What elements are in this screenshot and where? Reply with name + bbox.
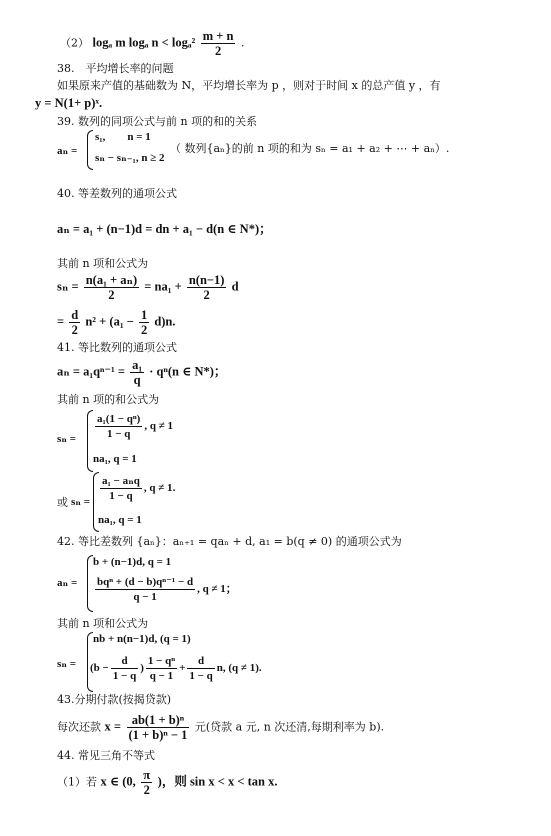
punctuation: ； xyxy=(225,583,237,596)
heading-39: 39. 数列的同项公式与前 n 项的和的关系 xyxy=(57,115,258,128)
denominator: 2 xyxy=(214,44,222,58)
formula-text: d)n. xyxy=(154,314,176,329)
text-or: 或 xyxy=(57,496,68,509)
fraction xyxy=(111,654,138,683)
fraction xyxy=(100,474,142,503)
formula-log-inequality xyxy=(60,29,244,58)
numerator: d xyxy=(71,308,79,322)
formula-note: （ 数列{aₙ}的前 n 项的和为 sₙ = a₁ + a₂ + ⋯ + aₙ）. xyxy=(170,142,450,155)
fraction xyxy=(95,575,195,604)
case-1: s₁, n = 1 xyxy=(95,131,151,143)
fraction xyxy=(187,654,214,683)
numerator: 1 − qⁿ xyxy=(147,655,176,667)
text: （1）若 xyxy=(57,775,97,789)
fraction xyxy=(84,273,139,302)
denominator: 2 xyxy=(71,323,78,337)
numerator: a₁(1 − qⁿ) xyxy=(97,413,141,425)
numerator: π xyxy=(143,768,151,782)
denominator: q − 1 xyxy=(149,670,174,682)
punctuation: . xyxy=(240,36,245,50)
heading-38: 38. 平均增长率的问题 xyxy=(57,62,174,75)
denominator: 2 xyxy=(140,323,148,337)
formula-arith-general: aₙ = a₁ + (n−1)d = dn + a₁ − d(n ∈ N*)； xyxy=(57,222,272,236)
fraction xyxy=(130,358,144,387)
numerator: ab(1 + b)ⁿ xyxy=(127,713,190,728)
formula-installment xyxy=(57,713,384,742)
fraction xyxy=(201,29,236,58)
formula-text: x = xyxy=(104,719,121,734)
heading-41: 41. 等比数列的通项公式 xyxy=(57,341,177,354)
heading-42: 42. 等比差数列 {aₙ}：aₙ₊₁ = qaₙ + d, a₁ = b(q ≠ 0) 的通项公式为 xyxy=(57,535,402,548)
case-1 xyxy=(98,474,175,503)
condition: n, (q ≠ 1) xyxy=(216,662,259,675)
denominator: q − 1 xyxy=(133,591,157,603)
heading-40: 40. 等差数列的通项公式 xyxy=(57,187,177,200)
denominator: q xyxy=(133,373,141,387)
case-2: na₁, q = 1 xyxy=(98,514,142,526)
numerator: bqⁿ + (d − b)qⁿ⁻¹ − d xyxy=(97,576,194,588)
case-2: sₙ − sₙ₋₁, n ≥ 2 xyxy=(95,152,165,164)
formula-text: logₐ m logₐ n < logₐ² xyxy=(92,35,196,50)
label-sum-formula: 其前 n 项和公式为 xyxy=(57,257,149,270)
condition: , q ≠ 1 xyxy=(197,583,226,596)
case-2 xyxy=(93,575,237,604)
formula-sn-label: sₙ = xyxy=(57,433,77,445)
brace xyxy=(87,130,93,170)
punctuation: . xyxy=(258,662,262,675)
label-geo-sum: 其前 n 项的和公式为 xyxy=(57,393,160,406)
formula-text: d xyxy=(231,279,239,294)
formula-text: = xyxy=(57,314,65,329)
fraction xyxy=(146,654,177,683)
case-1: nb + n(n−1)d, (q = 1) xyxy=(93,633,191,645)
denominator: 1 − q xyxy=(189,670,213,682)
numerator: m + n xyxy=(202,29,234,43)
numerator: n(n−1) xyxy=(188,273,225,287)
punctuation: . xyxy=(172,482,176,495)
numerator: d xyxy=(111,654,138,669)
formula-an-label: aₙ = xyxy=(57,145,78,157)
fraction xyxy=(141,768,152,797)
label-sum-formula-42: 其前 n 项和公式为 xyxy=(57,617,149,630)
case-1: b + (n−1)d, q = 1 xyxy=(93,556,172,568)
formula-text: + xyxy=(179,662,186,675)
formula-text: ) xyxy=(140,662,144,675)
formula-sn-label: sₙ = xyxy=(71,496,91,508)
formula-geo-general xyxy=(57,358,226,387)
fraction xyxy=(139,308,149,337)
paragraph-growth: 如果原来产值的基础数为 N，平均增长率为 p ，则对于时间 x 的总产值 y ，有 xyxy=(57,79,441,92)
formula-growth: y = N(1+ p)ˣ. xyxy=(35,96,103,110)
denominator: 2 xyxy=(108,288,115,302)
formula-text: x ∈ (0, xyxy=(100,774,136,789)
case-2: na₁, q = 1 xyxy=(93,453,137,465)
numerator: 1 xyxy=(140,308,148,322)
formula-an-label: aₙ = xyxy=(57,577,78,589)
case-1 xyxy=(93,412,173,441)
heading-44: 44. 常见三角不等式 xyxy=(57,749,155,762)
denominator: 1 − q xyxy=(112,670,137,682)
text: 每次还款 xyxy=(57,720,101,734)
condition: , q ≠ 1 xyxy=(144,420,173,433)
denominator: 1 − q xyxy=(109,490,133,502)
formula-text: )，则 sin x < x < tan x. xyxy=(157,774,278,789)
formula-text: (b − xyxy=(90,662,109,675)
formula-text: sₙ = xyxy=(57,279,79,294)
formula-sn-label: sₙ = xyxy=(57,658,77,670)
formula-text: · qⁿ(n ∈ N*)； xyxy=(149,364,227,379)
item-number: （2） xyxy=(60,36,89,50)
denominator: 2 xyxy=(143,783,150,797)
fraction xyxy=(187,273,227,302)
denominator: 2 xyxy=(203,288,210,302)
formula-text: aₙ = a₁qⁿ⁻¹ = xyxy=(57,364,125,379)
formula-arith-sum xyxy=(57,273,239,302)
numerator: d xyxy=(187,654,214,669)
text: 元(贷款 a 元, n 次还清,每期利率为 b). xyxy=(194,720,385,734)
formula-text: n² + (a₁ − xyxy=(85,314,134,329)
denominator: 1 − q xyxy=(106,428,131,440)
formula-arith-sum-2 xyxy=(57,308,176,337)
fraction xyxy=(95,412,142,441)
formula-text: = na₁ + xyxy=(144,279,182,294)
numerator: n(a₁ + aₙ) xyxy=(85,273,138,287)
case-2 xyxy=(90,654,262,683)
heading-43: 43.分期付款(按揭贷款) xyxy=(57,693,172,706)
numerator: a₁ xyxy=(132,358,143,372)
fraction xyxy=(127,713,190,742)
fraction xyxy=(69,308,80,337)
condition: , q ≠ 1 xyxy=(143,482,173,495)
numerator: a₁ − aₙq xyxy=(102,475,140,487)
formula-trig-inequality xyxy=(57,768,277,797)
denominator: (1 + b)ⁿ − 1 xyxy=(128,728,188,742)
